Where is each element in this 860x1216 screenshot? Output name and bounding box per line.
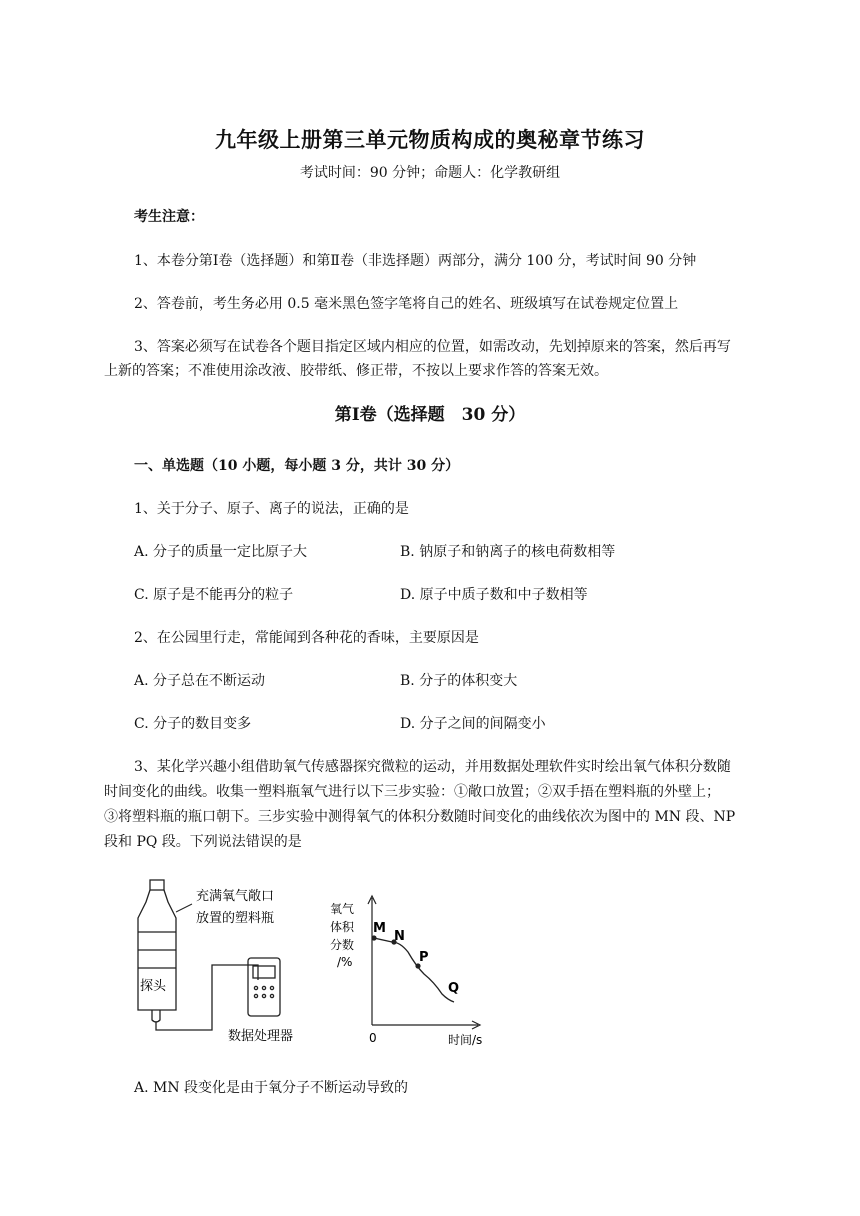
question-3-option-a[interactable]: A. MN 段变化是由于氧分子不断运动导致的 bbox=[134, 1080, 409, 1096]
question-3-stem-line-4: 段和 PQ 段。下列说法错误的是 bbox=[104, 834, 302, 850]
question-2-option-b[interactable]: B. 分子的体积变大 bbox=[400, 673, 518, 689]
point-m-label: M bbox=[373, 921, 386, 936]
question-1-option-c[interactable]: C. 原子是不能再分的粒子 bbox=[134, 587, 294, 603]
oxygen-curve bbox=[374, 938, 454, 1002]
experiment-diagram bbox=[130, 870, 490, 1055]
question-2-option-d[interactable]: D. 分子之间的间隔变小 bbox=[400, 716, 546, 732]
experiment-figure bbox=[130, 870, 490, 1055]
question-3-stem-line-3: ③将塑料瓶的瓶口朝下。三步实验中测得氧气的体积分数随时间变化的曲线依次为图中的 MN 段、NP bbox=[104, 809, 736, 825]
bottle-label-line-1: 充满氧气敞口 bbox=[196, 889, 275, 904]
point-n-label: N bbox=[394, 929, 405, 944]
section-title: 第Ⅰ卷（选择题 30 分） bbox=[334, 405, 526, 425]
question-1-option-a[interactable]: A. 分子的质量一定比原子大 bbox=[134, 544, 308, 560]
question-1-option-b[interactable]: B. 钠原子和钠离子的核电荷数相等 bbox=[400, 544, 616, 560]
question-3-stem-line-2: 时间变化的曲线。收集一塑料瓶氧气进行以下三步实验：①敞口放置；②双手捂在塑料瓶的外壁上； bbox=[104, 784, 720, 800]
probe-label: 探头 bbox=[140, 979, 167, 994]
question-3-stem-line-1: 3、某化学兴趣小组借助氧气传感器探究微粒的运动，并用数据处理软件实时绘出氧气体积分数随 bbox=[134, 759, 731, 775]
question-1-stem: 1、关于分子、原子、离子的说法，正确的是 bbox=[134, 501, 409, 517]
notice-item-2: 2、答卷前，考生务必用 0.5 毫米黑色签字笔将自己的姓名、班级填写在试卷规定位置上 bbox=[134, 296, 679, 312]
question-2-option-c[interactable]: C. 分子的数目变多 bbox=[134, 716, 252, 732]
x-axis-label: 时间/s bbox=[448, 1033, 483, 1047]
page-subtitle: 考试时间：90 分钟；命题人：化学教研组 bbox=[299, 165, 561, 181]
notice-item-3-cont: 上新的答案；不准使用涂改液、胶带纸、修正带，不按以上要求作答的答案无效。 bbox=[104, 363, 608, 379]
notice-heading: 考生注意： bbox=[134, 209, 204, 225]
point-m-marker bbox=[371, 935, 376, 940]
processor-label: 数据处理器 bbox=[228, 1029, 294, 1044]
plastic-bottle-icon bbox=[138, 880, 176, 1022]
notice-item-1: 1、本卷分第Ⅰ卷（选择题）和第Ⅱ卷（非选择题）两部分，满分 100 分，考试时间 90 分钟 bbox=[134, 253, 697, 269]
part-heading: 一、单选题（10 小题，每小题 3 分，共计 30 分） bbox=[134, 458, 460, 474]
question-1-option-d[interactable]: D. 原子中质子数和中子数相等 bbox=[400, 587, 588, 603]
y-axis-label-4: /% bbox=[337, 955, 353, 969]
origin-label: 0 bbox=[369, 1031, 377, 1045]
data-processor-icon bbox=[248, 958, 280, 1016]
question-2-option-a[interactable]: A. 分子总在不断运动 bbox=[134, 673, 266, 689]
bottle-label-line-2: 放置的塑料瓶 bbox=[196, 911, 275, 926]
point-p-label: P bbox=[419, 950, 429, 965]
y-axis-label-2: 体积 bbox=[330, 920, 355, 934]
y-axis-label-3: 分数 bbox=[330, 938, 355, 952]
y-axis-label-1: 氧气 bbox=[330, 902, 355, 916]
page-title: 九年级上册第三单元物质构成的奥秘章节练习 bbox=[215, 127, 645, 152]
notice-item-3: 3、答案必须写在试卷各个题目指定区域内相应的位置，如需改动，先划掉原来的答案，然后再写 bbox=[134, 339, 731, 355]
question-2-stem: 2、在公园里行走，常能闻到各种花的香味，主要原因是 bbox=[134, 630, 479, 646]
point-q-label: Q bbox=[448, 981, 460, 996]
